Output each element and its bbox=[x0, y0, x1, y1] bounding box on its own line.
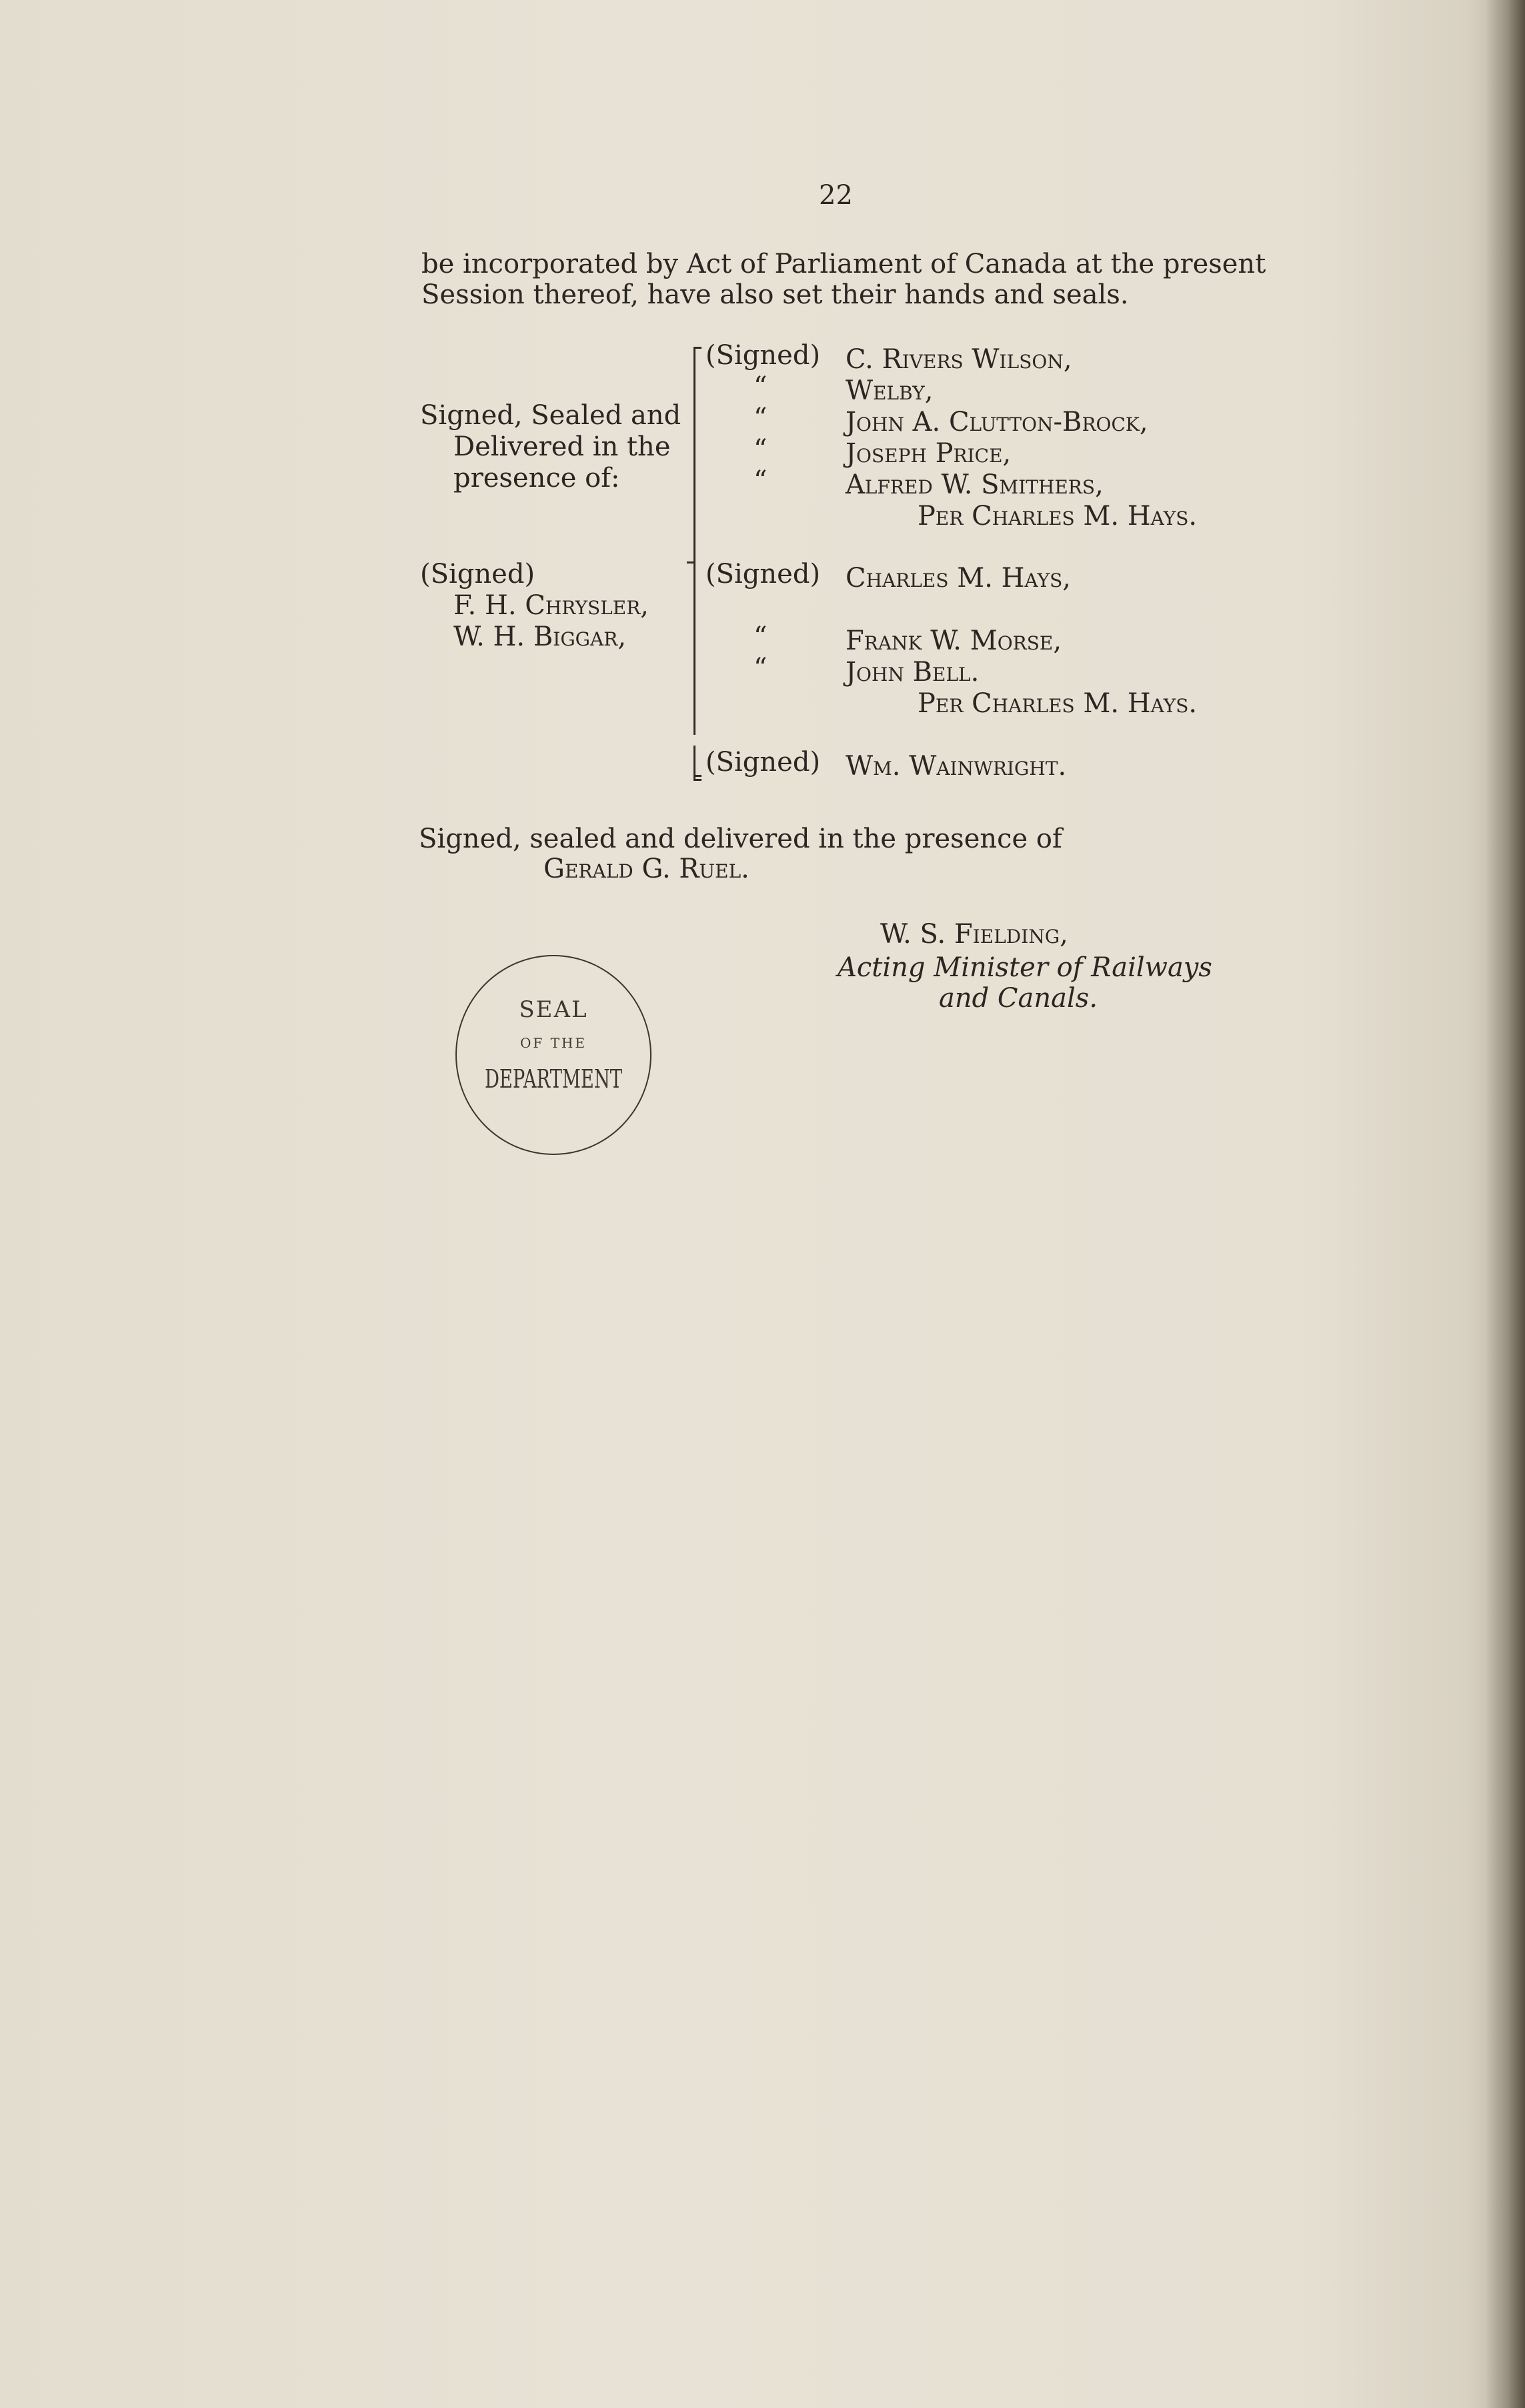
department-seal bbox=[455, 955, 651, 1155]
minister-title-1: Acting Minister of Railways bbox=[838, 952, 1212, 983]
witness-left-line-1: Signed, Sealed and bbox=[420, 400, 681, 431]
signature-name-1: C. Rivers Wilson, bbox=[846, 344, 1072, 375]
signature-mark-11: (Signed) bbox=[705, 747, 821, 778]
signature-name-3: John A. Clutton-Brock, bbox=[846, 407, 1148, 437]
signature-mark-4: “ bbox=[753, 434, 768, 465]
signature-name-8: Frank W. Morse, bbox=[846, 626, 1062, 656]
witness-left-line-3: presence of: bbox=[453, 463, 620, 493]
witness-bottom-name: Gerald G. Ruel. bbox=[543, 854, 749, 884]
minister-title-2: and Canals. bbox=[939, 983, 1098, 1014]
witness-left-name-1: F. H. Chrysler, bbox=[453, 590, 649, 621]
seal-line-1: SEAL bbox=[519, 996, 588, 1023]
signature-name-5: Alfred W. Smithers, bbox=[846, 469, 1104, 500]
witness-left-signed: (Signed) bbox=[420, 559, 535, 589]
signature-name-9: John Bell. bbox=[846, 657, 980, 688]
intro-line-1: be incorporated by Act of Parliament of Canada at the present bbox=[421, 249, 1266, 279]
witness-left-name-2: W. H. Biggar, bbox=[453, 622, 627, 652]
signature-mark-3: “ bbox=[753, 403, 768, 433]
signature-mark-8: “ bbox=[753, 622, 768, 652]
book-spine-shadow bbox=[1485, 0, 1525, 2408]
witness-bottom-line-1: Signed, sealed and delivered in the presence of bbox=[419, 824, 1062, 854]
signature-mark-2: “ bbox=[753, 371, 768, 402]
signature-mark-1: (Signed) bbox=[705, 340, 821, 371]
witness-left-line-2: Delivered in the bbox=[453, 431, 671, 462]
seal-line-2: OF THE bbox=[519, 1035, 587, 1051]
signature-mark-7: (Signed) bbox=[705, 559, 821, 589]
signature-name-7: Charles M. Hays, bbox=[846, 563, 1071, 593]
signature-proxy-1: Per Charles M. Hays. bbox=[918, 501, 1198, 531]
signature-name-4: Joseph Price, bbox=[846, 438, 1012, 469]
page-number: 22 bbox=[819, 180, 853, 211]
signature-mark-5: “ bbox=[753, 465, 768, 496]
minister-name: W. S. Fielding, bbox=[880, 919, 1068, 950]
signature-proxy-2: Per Charles M. Hays. bbox=[918, 688, 1198, 719]
signature-mark-9: “ bbox=[753, 653, 768, 684]
signature-name-2: Welby, bbox=[846, 375, 934, 406]
intro-line-2: Session thereof, have also set their hands and seals. bbox=[421, 279, 1129, 310]
seal-line-3: DEPARTMENT bbox=[484, 1064, 623, 1094]
signature-name-11: Wm. Wainwright. bbox=[846, 751, 1067, 782]
